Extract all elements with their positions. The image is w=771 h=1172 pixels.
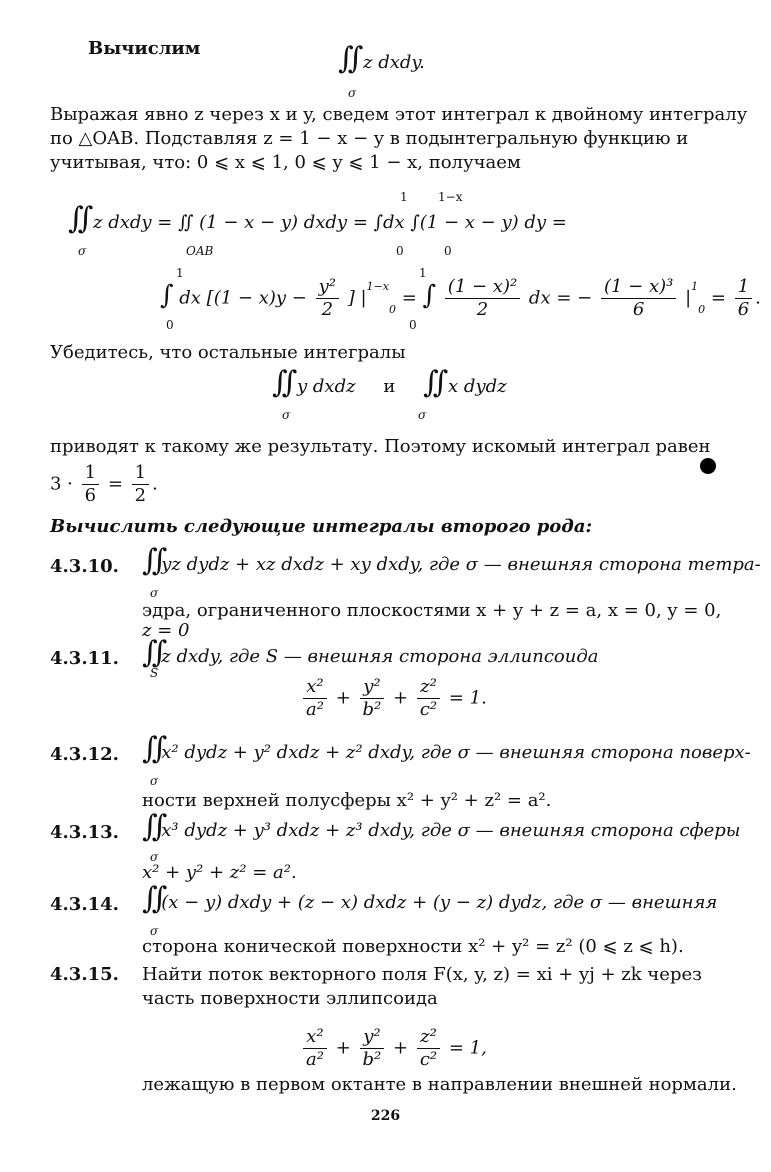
problem-num-4311: 4.3.11. xyxy=(50,648,119,669)
p4311-S: S xyxy=(150,666,159,680)
problem-num-4314: 4.3.14. xyxy=(50,894,119,915)
row1-oab: OAB xyxy=(186,244,214,258)
problem-4310-line3: z = 0 xyxy=(142,620,190,641)
p4313-sigma: σ xyxy=(150,850,159,864)
problem-4315-line1: Найти поток векторного поля F(x, y, z) = xi + yj + zk через xyxy=(142,964,702,985)
problem-4314-line1: ∫∫(x − y) dxdy + (z − x) dxdz + (y − z) dydz, где σ — внешняя xyxy=(142,881,718,916)
para1-line3: учитывая, что: 0 ⩽ x ⩽ 1, 0 ⩽ y ⩽ 1 − x, получаем xyxy=(50,152,521,173)
lim-upper-1mx: 1−x xyxy=(438,190,463,204)
check-sigma-1: σ xyxy=(282,408,291,422)
calc-word: Вычислим xyxy=(88,38,201,59)
p4314-sigma: σ xyxy=(150,924,159,938)
intro-sigma: σ xyxy=(348,86,357,100)
row1-sigma: σ xyxy=(78,244,87,258)
para1-line2: по △OAB. Подставляя z = 1 − x − y в подынтегральную функцию и xyxy=(50,128,689,149)
intro-integrand: z dxdy. xyxy=(363,52,425,73)
lim-lower-0a: 0 xyxy=(396,244,404,258)
check-integrals: ∫∫ y dxdz и ∫∫ x dydz xyxy=(272,365,507,400)
problem-num-4310: 4.3.10. xyxy=(50,556,119,577)
derivation-row1-text: z dxdy = ∬ (1 − x − y) dxdy = ∫dx ∫(1 − x − y) dy = xyxy=(93,212,567,233)
problem-num-4313: 4.3.13. xyxy=(50,822,119,843)
lim-lower-0b: 0 xyxy=(444,244,452,258)
check-line: Убедитесь, что остальные интегралы xyxy=(50,342,406,363)
problem-4311-line1: ∫∫z dxdy, где S — внешняя сторона эллипсоида xyxy=(142,635,599,670)
derivation-row2: ∫ dx [(1 − x)y − $\frac{\text{y²}}{2}$ ] $|^{1-x}0$ = ∫ $\frac{\text{(1 − x)²}}{2}$ dx = − $\frac{\text{(1 − x)³}}{6}$ $|^10$ = $\frac{1}{6}$ . xyxy=(160,276,761,320)
lim-upper-1-row2b: 1 xyxy=(419,266,427,280)
frac-1mx3-over-6: $\frac{\text{(1 − x)³}}{6}$ xyxy=(601,276,676,321)
lim-lower-0-row2: 0 xyxy=(166,318,174,332)
p4310-sigma: σ xyxy=(150,586,159,600)
para1-line1: Выражая явно z через x и y, сведем этот интеграл к двойному интегралу xyxy=(50,104,748,125)
result-line2: 3 · $\frac{1}{6}$ = $\frac{1}{2}$ . xyxy=(50,462,158,506)
problem-num-4312: 4.3.12. xyxy=(50,744,119,765)
problem-4313-line1: ∫∫x³ dydz + y³ dxdz + z³ dxdy, где σ — внешняя сторона сферы xyxy=(142,809,741,844)
check-sigma-2: σ xyxy=(418,408,427,422)
problem-4310-line1: ∫∫yz dydz + xz dxdz + xy dxdy, где σ — внешняя сторона тетра- xyxy=(142,543,761,578)
intro-integral xyxy=(338,41,425,76)
problem-4313-line2: x² + y² + z² = a². xyxy=(142,862,297,883)
frac-1mx2-over-2: $\frac{\text{(1 − x)²}}{2}$ xyxy=(445,276,520,321)
page-number: 226 xyxy=(370,1108,401,1124)
problem-4310-line2: эдра, ограниченного плоскостями x + y + z = a, x = 0, y = 0, xyxy=(142,600,722,621)
problem-4311-ellipsoid: $\frac{\text{x²}}{\text{a²}}$ + $\frac{\text{y²}}{\text{b²}}$ + $\frac{\text{z²}}{\text{c²}}$ = 1. xyxy=(300,676,487,721)
problem-4312-line2: ности верхней полусферы x² + y² + z² = a². xyxy=(142,790,552,811)
problem-4315-line3: лежащую в первом октанте в направлении внешней нормали. xyxy=(142,1074,737,1095)
p4312-sigma: σ xyxy=(150,774,159,788)
problem-4315-ellipsoid: $\frac{\text{x²}}{\text{a²}}$ + $\frac{\text{y²}}{\text{b²}}$ + $\frac{\text{z²}}{\text{c²}}$ = 1, xyxy=(300,1026,487,1071)
problem-4315-line2: часть поверхности эллипсоида xyxy=(142,988,438,1009)
section-title: Вычислить следующие интегралы второго рода: xyxy=(50,516,593,537)
frac-1-over-6: $\frac{1}{6}$ xyxy=(735,276,752,321)
problem-4314-line2: сторона конической поверхности x² + y² = z² (0 ⩽ z ⩽ h). xyxy=(142,936,684,957)
double-integral-sign: ∫∫ xyxy=(68,201,88,236)
problem-4312-line1: ∫∫x² dydz + y² dxdz + z² dxdy, где σ — внешняя сторона поверх- xyxy=(142,731,751,766)
lim-lower-0-row2b: 0 xyxy=(409,318,417,332)
lim-upper-1-row2: 1 xyxy=(176,266,184,280)
result-line1: приводят к такому же результату. Поэтому искомый интеграл равен xyxy=(50,436,711,457)
frac-y2-over-2: $\frac{\text{y²}}{2}$ xyxy=(316,276,339,321)
problem-num-4315: 4.3.15. xyxy=(50,964,119,985)
double-integral-sign: ∫∫ xyxy=(338,41,358,76)
lim-upper-1: 1 xyxy=(400,190,408,204)
end-of-example-bullet xyxy=(700,458,716,474)
derivation-row1 xyxy=(68,201,567,236)
